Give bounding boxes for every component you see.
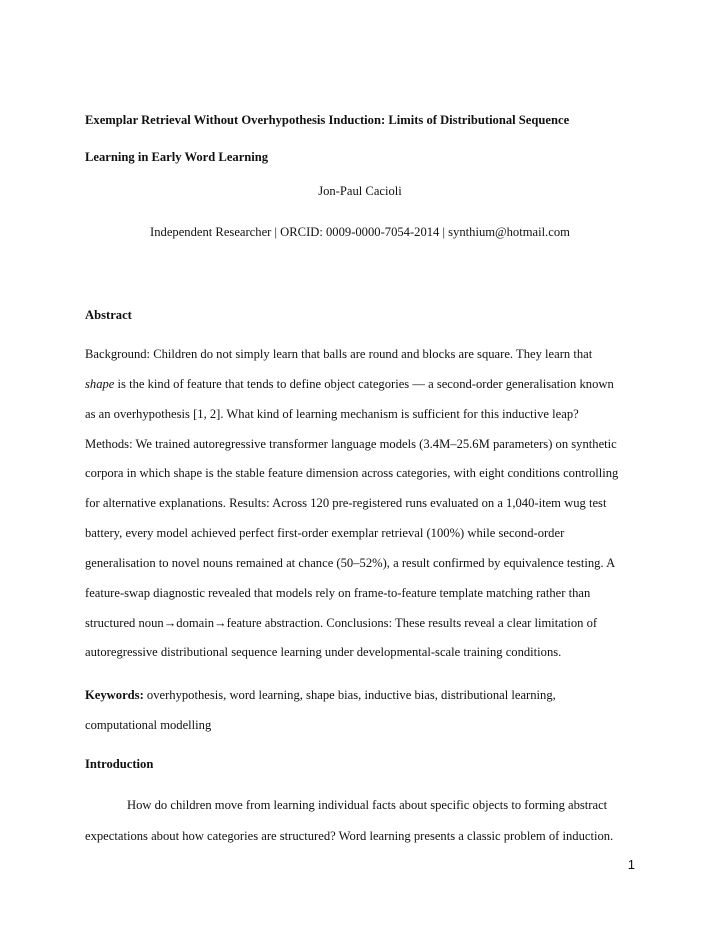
introduction-heading: Introduction xyxy=(85,757,154,771)
introduction-line: How do children move from learning individual facts about specific objects to forming abstract xyxy=(127,798,608,812)
abstract-line: feature-swap diagnostic revealed that models rely on frame-to-feature template matching rather than xyxy=(85,585,591,600)
title-line: Learning in Early Word Learning xyxy=(85,150,269,164)
keywords-label: Keywords: xyxy=(85,688,144,702)
keywords xyxy=(85,680,645,740)
paper-title xyxy=(85,102,645,176)
author-name: Jon-Paul Cacioli xyxy=(318,184,402,198)
page-number: 1 xyxy=(627,857,635,872)
introduction-body xyxy=(85,790,645,852)
abstract-line-rest: is the kind of feature that tends to define object categories — a second-order generalisation known xyxy=(114,376,614,391)
abstract-line: structured noun→domain→feature abstraction. Conclusions: These results reveal a clear limitation of xyxy=(85,615,598,630)
emphasis-shape: shape xyxy=(85,376,115,391)
abstract-line: battery, every model achieved perfect first-order exemplar retrieval (100%) while second-order xyxy=(85,526,565,541)
abstract-line: autoregressive distributional sequence learning under developmental-scale training conditions. xyxy=(85,645,562,660)
abstract-body xyxy=(85,340,645,668)
keywords-line xyxy=(85,680,645,710)
keywords-list: overhypothesis, word learning, shape bias, inductive bias, distributional learning, xyxy=(143,688,556,702)
keywords-line: computational modelling xyxy=(85,718,212,732)
abstract-line: as an overhypothesis [1, 2]. What kind of learning mechanism is sufficient for this inductive leap? xyxy=(85,406,579,421)
introduction-line: expectations about how categories are structured? Word learning presents a classic problem of induction. xyxy=(85,829,614,843)
abstract-line: generalisation to novel nouns remained at chance (50–52%), a result confirmed by equivalence testing. A xyxy=(85,555,616,570)
abstract-line: Background: Children do not simply learn that balls are round and blocks are square. They learn that xyxy=(85,347,593,361)
abstract-line: for alternative explanations. Results: Across 120 pre-registered runs evaluated on a 1,040-item wug test xyxy=(85,496,607,511)
abstract-line xyxy=(85,370,645,400)
abstract-line: corpora in which shape is the stable feature dimension across categories, with eight conditions controlling xyxy=(85,466,619,481)
author-affiliation: Independent Researcher | ORCID: 0009-0000-7054-2014 | synthium@hotmail.com xyxy=(150,225,570,239)
abstract-heading: Abstract xyxy=(85,308,132,322)
abstract-line: Methods: We trained autoregressive transformer language models (3.4M–25.6M parameters) on synthetic xyxy=(85,436,617,451)
title-line: Exemplar Retrieval Without Overhypothesis Induction: Limits of Distributional Sequence xyxy=(85,113,570,127)
